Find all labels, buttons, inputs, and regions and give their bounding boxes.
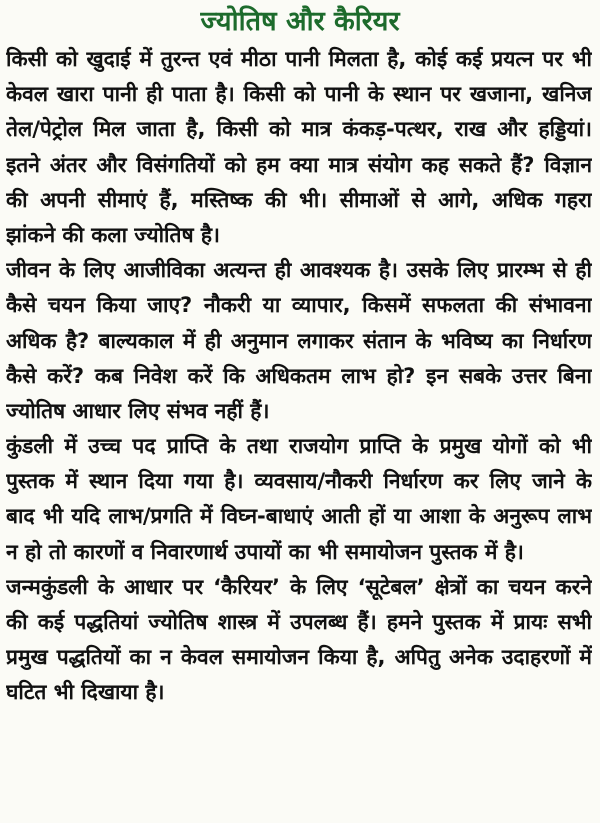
text-line: की कई पद्धतियां ज्योतिष शास्त्र में उपलब्ध हैं। हमने पुस्तक में प्रायः सभी: [6, 610, 592, 634]
page-title: ज्योतिष और कैरियर: [200, 6, 400, 37]
paragraph: [6, 570, 592, 711]
text-line: कैसे चयन किया जाए? नौकरी या व्यापार, किसमें सफलता की संभावना: [6, 293, 592, 318]
text-line: झांकने की कला ज्योतिष है।: [6, 222, 221, 247]
text-line: इतने अंतर और विसंगतियों को हम क्या मात्र संयोग कह सकते हैं? विज्ञान: [6, 152, 592, 177]
text-line: पुस्तक में स्थान दिया गया है। व्यवसाय/नौकरी निर्धारण कर लिए जाने के: [6, 469, 592, 494]
text-line: बाद भी यदि लाभ/प्रगति में विघ्न-बाधाएं आती हों या आशा के अनुरूप लाभ: [6, 504, 592, 529]
body-text: [6, 42, 592, 711]
text-line: जीवन के लिए आजीविका अत्यन्त ही आवश्यक है। उसके लिए प्रारम्भ से ही: [6, 258, 592, 283]
paragraph: [6, 253, 592, 429]
paragraph: [6, 42, 592, 253]
text-line: घटित भी दिखाया है।: [6, 680, 165, 705]
text-line: केवल खारा पानी ही पाता है। किसी को पानी के स्थान पर खजाना, खनिज: [6, 82, 592, 107]
text-line: प्रमुख पद्धतियों का न केवल समायोजन किया है, अपितु अनेक उदाहरणों में: [6, 645, 592, 670]
text-line: ज्योतिष आधार लिए संभव नहीं हैं।: [6, 398, 270, 423]
paragraph: [6, 429, 592, 570]
text-line: की अपनी सीमाएं हैं, मस्तिष्क की भी। सीमाओं से आगे, अधिक गहरा: [6, 187, 592, 212]
text-line: किसी को खुदाई में तुरन्त एवं मीठा पानी मिलता है, कोई कई प्रयत्न पर भी: [6, 47, 592, 71]
text-line: न हो तो कारणों व निवारणार्थ उपायों का भी समायोजन पुस्तक में है।: [6, 539, 524, 564]
text-line: जन्मकुंडली के आधार पर ‘कैरियर’ के लिए ‘सूटेबल’ क्षेत्रों का चयन करने: [6, 574, 592, 599]
text-line: अधिक है? बाल्यकाल में ही अनुमान लगाकर संतान के भविष्य का निर्धारण: [6, 328, 592, 353]
text-line: कुंडली में उच्च पद प्राप्ति के तथा राजयोग प्राप्ति के प्रमुख योगों को भी: [6, 434, 592, 459]
text-line: कैसे करें? कब निवेश करें कि अधिकतम लाभ हो? इन सबके उत्तर बिना: [6, 363, 592, 388]
text-line: तेल/पेट्रोल मिल जाता है, किसी को मात्र कंकड़-पत्थर, राख और हड्डियां।: [6, 117, 592, 142]
